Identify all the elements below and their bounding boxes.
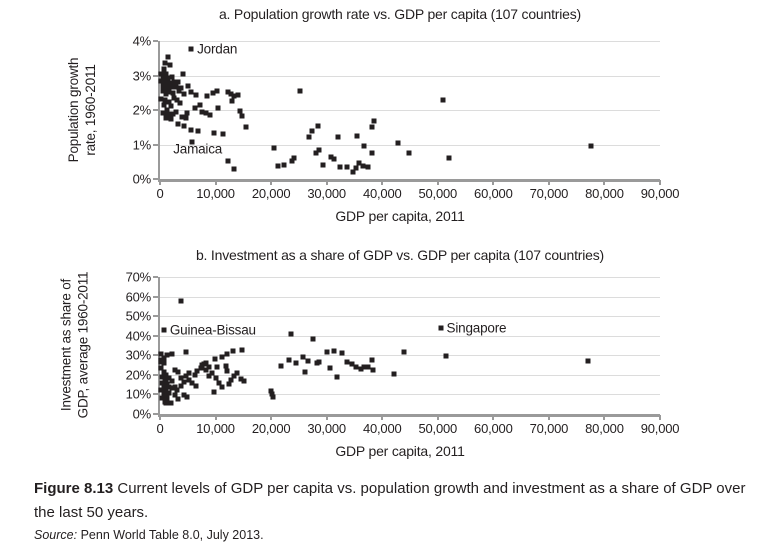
data-point xyxy=(172,95,177,100)
data-point xyxy=(198,102,203,107)
x-tick-label: 10,000 xyxy=(196,421,235,436)
x-tick-mark xyxy=(548,180,550,185)
data-point xyxy=(396,141,401,146)
x-tick-label: 10,000 xyxy=(196,186,235,201)
x-tick-label: 80,000 xyxy=(585,186,624,201)
x-tick-label: 90,000 xyxy=(640,186,680,201)
data-point xyxy=(317,360,322,365)
point-label-jamaica: Jamaica xyxy=(173,141,223,157)
chart-b-x-axis-label: GDP per capita, 2011 xyxy=(335,443,465,459)
data-point xyxy=(204,93,209,98)
x-tick-mark xyxy=(159,415,161,420)
x-tick-label: 20,000 xyxy=(251,186,291,201)
y-tick-label: 40% xyxy=(125,328,151,344)
y-tick-mark xyxy=(153,75,158,77)
data-point xyxy=(309,128,314,133)
data-point xyxy=(335,374,340,379)
data-point xyxy=(235,370,240,375)
x-tick-label: 50,000 xyxy=(418,186,458,201)
gridline xyxy=(160,76,660,77)
data-point xyxy=(170,351,175,356)
data-point xyxy=(168,401,173,406)
x-tick-label: 60,000 xyxy=(474,186,513,201)
data-point xyxy=(215,106,220,111)
data-point xyxy=(370,357,375,362)
data-point xyxy=(444,354,449,359)
data-point xyxy=(188,127,193,132)
data-point xyxy=(272,146,277,151)
data-point xyxy=(179,299,184,304)
data-point xyxy=(176,369,181,374)
data-point xyxy=(212,131,217,136)
data-point xyxy=(328,365,333,370)
chart-a-plot-area xyxy=(132,33,680,201)
data-point xyxy=(161,83,166,88)
data-point xyxy=(170,378,175,383)
data-point xyxy=(164,400,169,405)
x-tick-mark xyxy=(437,180,439,185)
y-tick-mark xyxy=(153,393,158,395)
y-tick-label: 50% xyxy=(125,308,151,324)
y-tick-mark xyxy=(153,144,158,146)
chart-a-title: a. Population growth rate vs. GDP per capita (107 countries) xyxy=(218,6,582,22)
figure-caption-label: Figure 8.13 xyxy=(34,480,114,497)
y-tick-label: 60% xyxy=(125,289,151,305)
y-tick-label: 70% xyxy=(125,269,151,285)
x-tick-label: 40,000 xyxy=(362,421,402,436)
data-point xyxy=(407,150,412,155)
x-tick-mark xyxy=(326,180,328,185)
chart-a-y-axis-label xyxy=(65,30,99,190)
y-tick-mark xyxy=(153,40,158,42)
y-tick-mark xyxy=(153,374,158,376)
y-tick-mark xyxy=(153,276,158,278)
data-point xyxy=(369,150,374,155)
y-tick-mark xyxy=(153,335,158,337)
chart-a-y-axis-label-line1: Population growth xyxy=(66,57,81,163)
gridline xyxy=(160,145,660,146)
data-point xyxy=(371,118,376,123)
data-point xyxy=(298,89,303,94)
data-point xyxy=(402,350,407,355)
data-point xyxy=(371,367,376,372)
data-point xyxy=(287,357,292,362)
data-point xyxy=(335,135,340,140)
x-tick-mark xyxy=(603,415,605,420)
x-tick-label: 70,000 xyxy=(529,186,569,201)
data-point xyxy=(225,351,230,356)
data-point xyxy=(180,71,185,76)
data-point xyxy=(226,159,231,164)
data-point xyxy=(270,391,275,396)
data-point xyxy=(242,378,247,383)
y-tick-mark xyxy=(153,178,158,180)
x-tick-mark xyxy=(270,415,272,420)
data-point xyxy=(325,350,330,355)
data-point xyxy=(438,325,443,330)
data-point xyxy=(282,162,287,167)
gridline xyxy=(160,316,660,317)
y-tick-mark xyxy=(153,315,158,317)
data-point xyxy=(354,166,359,171)
x-tick-mark xyxy=(215,415,217,420)
data-point xyxy=(331,348,336,353)
data-point xyxy=(203,367,208,372)
data-point xyxy=(194,93,199,98)
x-tick-mark xyxy=(381,415,383,420)
y-tick-mark xyxy=(153,354,158,356)
gridline xyxy=(160,277,660,278)
data-point xyxy=(231,348,236,353)
data-point xyxy=(163,92,168,97)
data-point xyxy=(220,384,225,389)
point-label-guinea-bissau: Guinea-Bissau xyxy=(169,322,256,338)
data-point xyxy=(585,359,590,364)
chart-b-title: b. Investment as a share of GDP vs. GDP per capita (107 countries) xyxy=(195,247,605,263)
gridline xyxy=(160,297,660,298)
data-point xyxy=(441,98,446,103)
figure-source-text: Penn World Table 8.0, July 2013. xyxy=(80,528,264,542)
data-point xyxy=(240,348,245,353)
y-tick-label: 1% xyxy=(132,137,151,152)
y-tick-label: 10% xyxy=(125,386,151,402)
x-tick-mark xyxy=(326,415,328,420)
data-point xyxy=(244,124,249,129)
data-point xyxy=(221,132,226,137)
y-tick-mark xyxy=(153,296,158,298)
y-tick-label: 4% xyxy=(132,33,151,49)
data-point xyxy=(366,164,371,169)
data-point xyxy=(288,331,293,336)
x-tick-label: 30,000 xyxy=(307,186,346,201)
x-tick-label: 40,000 xyxy=(362,186,402,201)
x-tick-label: 30,000 xyxy=(307,421,346,436)
point-label-singapore: Singapore xyxy=(446,320,507,336)
data-point xyxy=(361,143,366,148)
data-point xyxy=(186,371,191,376)
gridline xyxy=(160,394,660,395)
data-point xyxy=(303,369,308,374)
data-point xyxy=(184,349,189,354)
data-point xyxy=(316,123,321,128)
data-point xyxy=(184,116,189,121)
data-point xyxy=(208,113,213,118)
data-point xyxy=(276,163,281,168)
x-tick-label: 80,000 xyxy=(585,421,624,436)
data-point xyxy=(201,362,206,367)
data-point xyxy=(165,54,170,59)
x-tick-mark xyxy=(659,415,661,420)
data-point xyxy=(182,92,187,97)
data-point xyxy=(235,92,240,97)
y-tick-label: 30% xyxy=(125,347,151,363)
data-point xyxy=(227,381,232,386)
data-point xyxy=(339,351,344,356)
data-point xyxy=(215,365,220,370)
y-tick-label: 0% xyxy=(132,171,151,187)
data-point xyxy=(166,87,171,92)
gridline xyxy=(160,110,660,111)
point-label-jordan: Jordan xyxy=(197,41,238,57)
y-tick-label: 2% xyxy=(132,102,151,118)
data-point xyxy=(175,387,180,392)
data-point xyxy=(193,106,198,111)
x-tick-label: 0 xyxy=(156,186,164,201)
data-point xyxy=(184,111,189,116)
data-point xyxy=(185,394,190,399)
x-tick-label: 90,000 xyxy=(640,421,680,436)
chart-b-y-axis-label-line2: GDP, average 1960-2011 xyxy=(75,271,91,419)
figure-source-label: Source: xyxy=(34,528,78,542)
data-point xyxy=(332,157,337,162)
x-tick-label: 50,000 xyxy=(418,421,458,436)
chart-a-x-axis-label: GDP per capita, 2011 xyxy=(335,208,465,224)
data-point xyxy=(211,389,216,394)
data-point xyxy=(214,88,219,93)
data-point xyxy=(306,358,311,363)
chart-b-y-axis-label xyxy=(58,258,92,433)
x-tick-mark xyxy=(215,180,217,185)
data-point xyxy=(213,357,218,362)
gridline xyxy=(160,355,660,356)
data-point xyxy=(320,162,325,167)
data-point xyxy=(193,383,198,388)
x-tick-label: 60,000 xyxy=(474,421,513,436)
x-tick-mark xyxy=(492,180,494,185)
x-tick-mark xyxy=(270,180,272,185)
data-point xyxy=(232,166,237,171)
y-tick-mark xyxy=(153,109,158,111)
chart-a-y-axis-label-line2: rate, 1960-2011 xyxy=(83,64,98,156)
figure-caption xyxy=(34,477,752,525)
data-point xyxy=(175,121,180,126)
x-tick-mark xyxy=(548,415,550,420)
data-point xyxy=(189,46,194,51)
data-point xyxy=(289,159,294,164)
x-tick-label: 70,000 xyxy=(529,421,569,436)
data-point xyxy=(293,361,298,366)
figure-source xyxy=(34,528,752,542)
data-point xyxy=(196,129,201,134)
y-tick-label: 3% xyxy=(132,68,151,83)
data-point xyxy=(239,114,244,119)
data-point xyxy=(176,89,181,94)
data-point xyxy=(355,133,360,138)
data-point xyxy=(446,155,451,160)
chart-b-plot-area xyxy=(125,269,680,436)
x-tick-mark xyxy=(381,180,383,185)
chart-b-y-axis-label-line1: Investment as share of xyxy=(58,278,74,412)
data-point xyxy=(311,337,316,342)
data-point xyxy=(168,63,173,68)
data-point xyxy=(370,124,375,129)
data-point xyxy=(392,371,397,376)
data-point xyxy=(182,124,187,129)
x-tick-label: 20,000 xyxy=(251,421,291,436)
data-point xyxy=(178,101,183,106)
figure-caption-text: Current levels of GDP per capita vs. population growth and investment as a share of GDP over the last 50 years. xyxy=(34,480,746,521)
data-point xyxy=(223,364,228,369)
data-point xyxy=(173,109,178,114)
data-point xyxy=(225,369,230,374)
data-point xyxy=(168,117,173,122)
data-point xyxy=(229,99,234,104)
data-point xyxy=(176,397,181,402)
data-point xyxy=(279,364,284,369)
data-point xyxy=(185,83,190,88)
x-tick-mark xyxy=(659,180,661,185)
x-tick-mark xyxy=(492,415,494,420)
data-point xyxy=(338,164,343,169)
x-tick-mark xyxy=(603,180,605,185)
x-tick-mark xyxy=(159,180,161,185)
y-tick-label: 20% xyxy=(125,367,151,383)
data-point xyxy=(161,327,166,332)
data-point xyxy=(588,143,593,148)
y-tick-mark xyxy=(153,413,158,415)
x-tick-mark xyxy=(437,415,439,420)
x-tick-label: 0 xyxy=(156,421,164,436)
data-point xyxy=(344,165,349,170)
data-point xyxy=(166,384,171,389)
y-tick-label: 0% xyxy=(132,406,151,422)
data-point xyxy=(316,148,321,153)
data-point xyxy=(306,134,311,139)
